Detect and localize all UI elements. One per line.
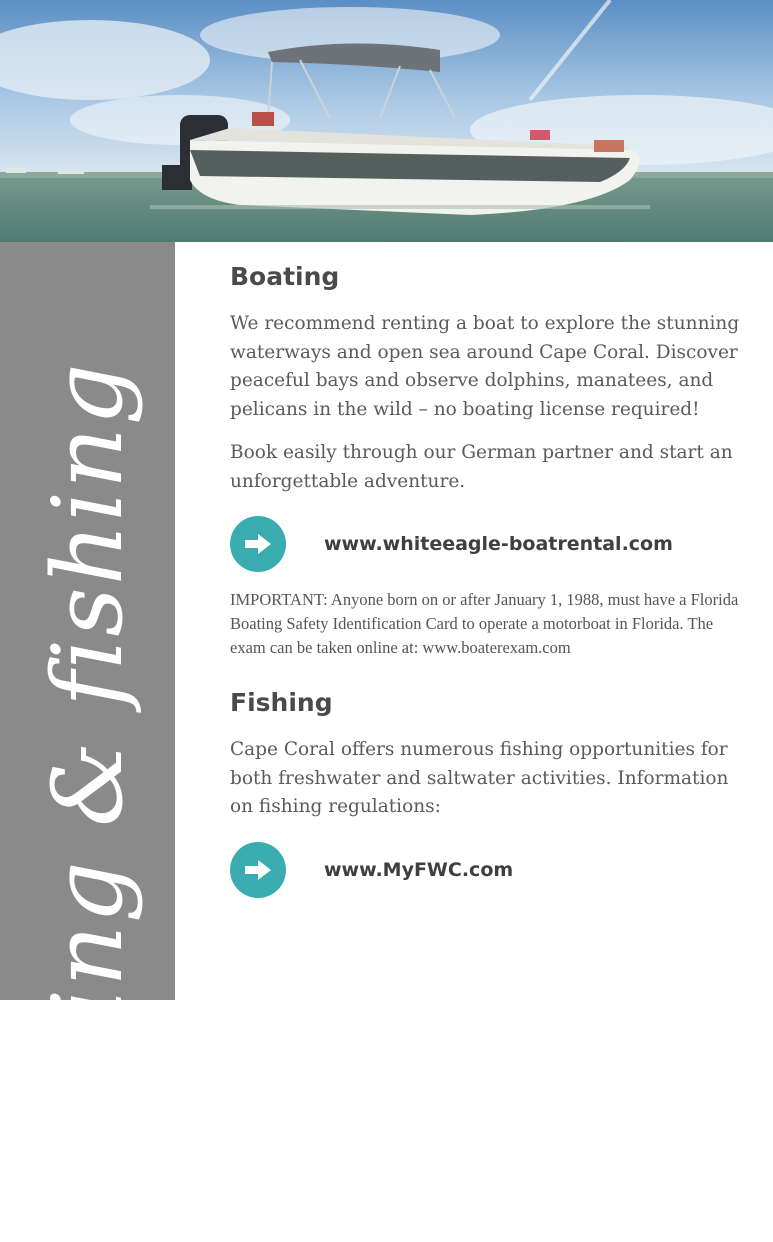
- boating-heading: Boating: [230, 262, 340, 291]
- hero-boat-photo: [0, 0, 773, 242]
- arrow-right-icon[interactable]: [230, 516, 286, 572]
- myfwc-link-row: [230, 842, 750, 898]
- boating-paragraph-1: We recommend renting a boat to explore the stunning waterways and open sea around Cape Coral. Discover peaceful bays and observe dolphins, manatees, and pelicans in the wild – no boating license required!: [230, 313, 740, 420]
- important-notice: IMPORTANT: Anyone born on or after January 1, 1988, must have a Florida Boating Safety Identification Card to operate a motorboat in Florida. The exam can be taken online at: www.boaterexam.com: [230, 590, 739, 657]
- fishing-paragraph: Cape Coral offers numerous fishing opportunities for both freshwater and saltwater activities. Information on fishing regulations:: [230, 739, 729, 817]
- boating-paragraph-2: Book easily through our German partner and start an unforgettable adventure.: [230, 442, 733, 492]
- fishing-heading: Fishing: [230, 688, 333, 717]
- boat-rental-link[interactable]: www.whiteeagle-boatrental.com: [324, 533, 673, 555]
- boat-rental-link-row: [230, 516, 750, 572]
- myfwc-link[interactable]: www.MyFWC.com: [324, 858, 514, 881]
- arrow-right-icon[interactable]: [230, 842, 286, 898]
- sidebar-script-title: boating & fishing: [32, 361, 144, 1242]
- main-content: [230, 262, 750, 898]
- sidebar: [0, 242, 175, 1242]
